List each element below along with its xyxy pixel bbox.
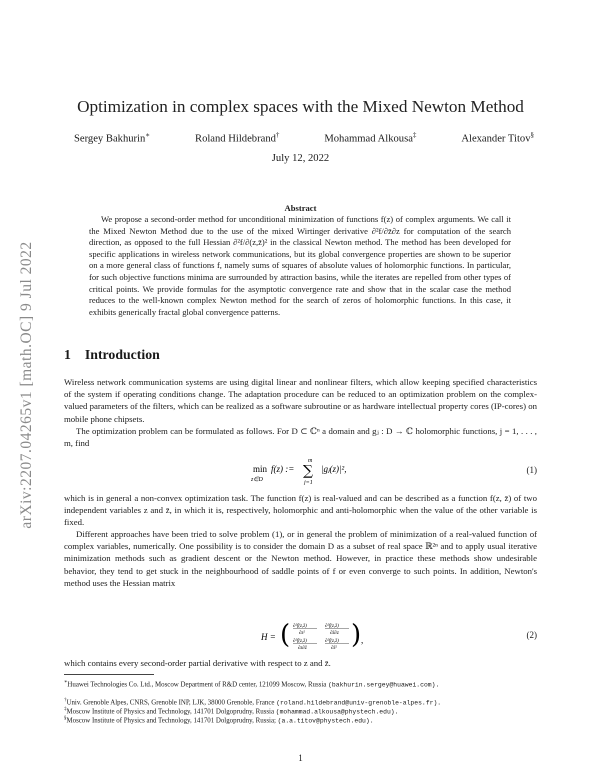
body-paragraph: Wireless network communication systems are using digital linear and nonlinear filters, which allow keeping specified characteristics of the system if operating conditions change. The adaptation procedure can be reduced to an optimization problem on the complex-valued parameters of the filters, which can be realized as a software subroutine or as hardware intellectual property cores (IP-cores) on mobile phone chipsets. [64,377,537,424]
eq1-min: min [253,464,268,474]
footnote: ‡Moscow Institute of Physics and Technology, 141701 Dolgoprudny, Russia (mohammad.alkousa@phystech.edu). [64,707,399,716]
footnote: †Univ. Grenoble Alpes, CNRS, Grenoble INP, LJK, 38000 Grenoble, France (roland.hildebrand@univ-grenoble-alpes.fr). [64,698,442,707]
equation-1 [64,455,537,485]
eq1-sum-bottom: j=1 [304,480,313,485]
eq1-summand: |gⱼ(z)|², [321,464,347,474]
eq2-a12-num: ∂²f(z,z̄) [325,624,339,629]
paper-date: July 12, 2022 [271,153,330,164]
equation-number: (1) [526,465,537,475]
author: Mohammad Alkousa‡ [324,131,417,145]
eq2-a11-num: ∂²f(z,z̄) [293,624,307,629]
footnote: §Moscow Institute of Physics and Technology, 141701 Dolgoprudny, Russia; (a.a.titov@phystech.edu). [64,716,374,725]
author: Roland Hildebrand† [195,131,280,145]
eq2-a22-den: ∂z̄² [331,646,337,651]
eq2-lhs: H = [261,632,276,642]
equation-2-body [261,620,371,654]
eq2-left-paren: ( [280,620,291,650]
body-paragraph: which is in general a non-convex optimization task. The function f(z) is real-valued and can be described as a function f(z, z̄) of two independent variables z and z̄, in which it is, respectively, holomorphic and anti-holomorphic when the value of the other variable is fixed. [64,493,537,528]
eq2-right-paren: ) [351,620,362,650]
equation-2 [64,620,537,654]
eq2-a21-den: ∂z∂z̄ [298,646,307,651]
eq1-sum-top: m [308,458,313,464]
eq2-a21-num: ∂²f(z,z̄) [293,639,307,644]
equation-1-body [249,455,409,485]
footnote-email: (mohammad.alkousa@phystech.edu). [275,708,399,716]
section-title: Introduction [84,347,160,362]
footnote-email: (roland.hildebrand@univ-grenoble-alpes.fr). [276,699,442,707]
body-paragraph: The optimization problem can be formulated as follows. For D ⊂ ℂⁿ a domain and gⱼ : D → ℂ holomorphic functions, j = 1, . . . , m, find [64,426,537,449]
eq2-a12-den: ∂z̄∂z [330,631,339,636]
eq1-sum-sign: ∑ [303,463,313,479]
body-paragraph: Different approaches have been tried to solve problem (1), or in general the problem of minimization of a real-valued function of complex variables, numerically. One possibility is to consider the domain D as a subset of real space ℝ²ⁿ and to apply usual iterative minimization methods such as gradient descent or the Newton method. However, in practice these methods show undesirable behavior, they tend to get stuck in the neighbourhood of saddle points of f or even converge to such points. In addition, Newton's method uses the Hessian matrix [64,529,537,588]
page-number: 1 [298,753,303,763]
eq1-fz: f(z) := [271,464,295,474]
arxiv-watermark [14,190,40,580]
paper-title: Optimization in complex spaces with the Mixed Newton Method [77,97,524,116]
author-list [74,131,534,145]
section-heading [64,347,160,363]
eq2-a11-den: ∂z² [299,631,305,636]
footnote: ∗Huawei Technologies Co. Ltd., Moscow Department of R&D center, 121099 Moscow, Russia (bakhurin.sergey@huawei.com). [64,680,440,689]
eq2-a22-num: ∂²f(z,z̄) [325,639,339,644]
abstract-heading: Abstract [284,203,317,213]
footnote-email: (a.a.titov@phystech.edu). [277,717,374,725]
equation-number: (2) [526,630,537,640]
abstract-text: We propose a second-order method for unconditional minimization of functions f(z) of complex arguments. We call it the Mixed Newton Method due to the use of the mixed Wirtinger derivative ∂²f/∂z̄∂z for computation of the search direction, as opposed to the full Hessian ∂²f/∂(z,z̄)² in the classical Newton method. The method has been developed for specific applications in wireless network communications, but its global convergence properties are shown to be superior on a more general class of functions f, namely sums of squares of absolute values of holomorphic functions. In particular, for such objective functions minima are surrounded by attraction basins, while the iterates are repelled from other types of critical points. We provide formulas for the asymptotic convergence rate and show that in the scalar case the method reduces to the well-known complex Newton method for the search of zeros of holomorphic functions. In this case, it exhibits generically fractal global convergence patterns. [89,214,511,317]
body-paragraph: which contains every second-order partial derivative with respect to z and z̄. [64,658,331,668]
footnote-email: (bakhurin.sergey@huawei.com). [328,681,440,689]
arxiv-watermark-text: arXiv:2207.04265v1 [math.OC] 9 Jul 2022 [18,241,35,529]
author: Sergey Bakhurin∗ [74,131,151,145]
footnote-rule [64,674,154,675]
section-number: 1 [64,347,71,362]
eq2-tail: , [361,635,364,645]
eq1-min-sub: z∈D [251,477,263,483]
author: Alexander Titov§ [461,131,534,145]
